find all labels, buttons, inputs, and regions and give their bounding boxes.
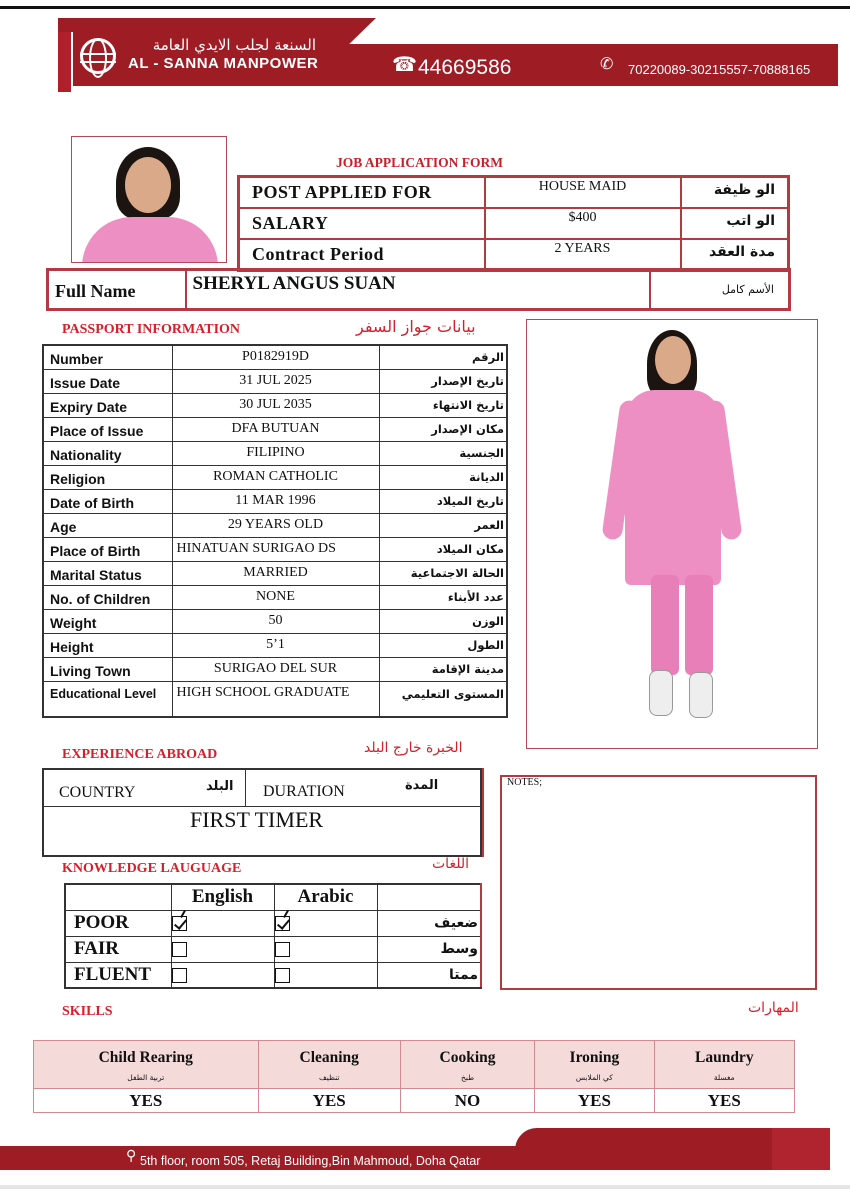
passport-field-value: DFA BUTUAN [172,417,379,441]
passport-field-label: Place of Issue [43,417,172,441]
language-row [65,910,481,936]
full-name-value: SHERYL ANGUS SUAN [186,270,650,310]
passport-row [43,633,507,657]
full-name-row [48,270,790,310]
passport-field-value: HIGH SCHOOL GRADUATE [172,681,379,717]
salary-label-arabic: الو اتب [681,208,789,239]
passport-field-label-arabic: تاريخ الإصدار [379,369,507,393]
post-table [237,175,790,272]
english-checkbox-cell [171,962,274,988]
language-table [64,883,482,989]
passport-field-label-arabic: مكان الإصدار [379,417,507,441]
header-accent [58,32,73,92]
full-body-left-leg [651,575,679,675]
experience-right-rule [482,768,484,857]
language-level-label-arabic: ممتا [377,962,481,988]
passport-field-label-arabic: مكان الميلاد [379,537,507,561]
passport-field-label: Weight [43,609,172,633]
passport-field-label-arabic: العمر [379,513,507,537]
passport-field-value: P0182919D [172,345,379,369]
passport-field-label: Expiry Date [43,393,172,417]
skill-name-arabic: كي الملابس [575,1073,613,1082]
skill-name-arabic: تنظيف [318,1073,340,1082]
salary-row [239,208,789,239]
passport-section-title: PASSPORT INFORMATION [62,322,241,337]
full-body-right-shoe [689,672,713,718]
skill-name: Cleaning [299,1049,359,1066]
location-pin-icon: ⚲ [126,1148,137,1164]
passport-row [43,585,507,609]
passport-field-label: Number [43,345,172,369]
skill-header-cell [34,1041,259,1089]
passport-field-label: Age [43,513,172,537]
skill-name: Child Rearing [98,1049,193,1066]
skill-header-cell [400,1041,534,1089]
full-body-photo [526,319,818,749]
skill-name-arabic: طبخ [461,1073,475,1082]
passport-row [43,537,507,561]
passport-table [42,344,508,718]
passport-row [43,393,507,417]
language-level-label-arabic: وسط [377,936,481,962]
english-checkbox[interactable] [172,942,187,957]
portrait-torso [82,217,218,263]
passport-field-label: Nationality [43,441,172,465]
footer-address: 5th floor, room 505, Retaj Building,Bin Mahmoud, Doha Qatar [140,1154,481,1168]
full-name-label-arabic: الأسم كامل [650,270,790,310]
arabic-checkbox[interactable] [275,942,290,957]
portrait-face [125,157,171,213]
telephone-icon: ☎ [392,52,417,76]
passport-field-label-arabic: الوزن [379,609,507,633]
language-row [65,962,481,988]
contract-label-arabic: مدة العقد [681,239,789,271]
contract-row [239,239,789,271]
contract-label: Contract Period [239,239,485,271]
passport-row [43,369,507,393]
skill-value: YES [654,1089,794,1113]
skill-value: YES [535,1089,654,1113]
language-section-title: KNOWLEDGE LAUGUAGE [62,861,242,876]
passport-field-label: Educational Level [43,681,172,717]
passport-field-value: 5’1 [172,633,379,657]
experience-section-title-arabic: الخبرة خارج البلد [364,740,463,756]
passport-field-value: ROMAN CATHOLIC [172,465,379,489]
passport-field-label-arabic: الطول [379,633,507,657]
passport-field-label-arabic: الرقم [379,345,507,369]
skill-value: YES [34,1089,259,1113]
passport-field-value: 29 YEARS OLD [172,513,379,537]
country-label: COUNTRY [59,784,136,801]
passport-field-value: 30 JUL 2035 [172,393,379,417]
full-body-right-leg [685,575,713,675]
language-header-arabic: Arabic [274,884,377,910]
experience-column-divider [245,770,246,806]
passport-row [43,441,507,465]
company-name-arabic: السنعة لجلب الايدي العامة [152,36,316,54]
skill-header-cell [654,1041,794,1089]
skills-value-row [34,1089,795,1113]
skill-header-cell [535,1041,654,1089]
passport-field-label: Issue Date [43,369,172,393]
passport-row [43,513,507,537]
passport-field-label-arabic: الديانة [379,465,507,489]
skill-name: Ironing [569,1049,620,1066]
passport-row [43,561,507,585]
arabic-checkbox[interactable] [275,916,290,931]
passport-field-value: HINATUAN SURIGAO DS [172,537,379,561]
language-level-label-arabic: ضعيف [377,910,481,936]
skill-name-arabic: مغسلة [713,1073,735,1082]
passport-field-value: SURIGAO DEL SUR [172,657,379,681]
english-checkbox[interactable] [172,968,187,983]
passport-field-label-arabic: تاريخ الميلاد [379,489,507,513]
skill-value: YES [258,1089,400,1113]
passport-field-label: Living Town [43,657,172,681]
notes-box [500,775,817,990]
portrait-photo [71,136,227,263]
english-checkbox-cell [171,910,274,936]
experience-value: FIRST TIMER [190,807,324,832]
passport-row [43,657,507,681]
full-name-label: Full Name [48,270,186,310]
mobile-phone-icon: ✆ [600,54,614,73]
passport-field-label: Height [43,633,172,657]
passport-row [43,609,507,633]
bottom-rule [0,1185,850,1189]
passport-field-label-arabic: تاريخ الانتهاء [379,393,507,417]
skill-name-arabic: تربية الطفل [127,1073,165,1082]
duration-label-arabic: المدة [405,778,439,793]
passport-field-label-arabic: عدد الأبناء [379,585,507,609]
passport-row [43,681,507,717]
post-row [239,177,789,209]
skills-section-title: SKILLS [62,1004,113,1019]
salary-value: $400 [485,208,681,239]
contract-value: 2 YEARS [485,239,681,271]
passport-row [43,345,507,369]
passport-row [43,465,507,489]
skill-name: Cooking [439,1049,496,1066]
skill-header-cell [258,1041,400,1089]
phone-number: 44669586 [418,56,512,79]
top-rule [0,6,850,9]
arabic-checkbox-cell [274,962,377,988]
language-header-row [65,884,481,910]
passport-field-label: Place of Birth [43,537,172,561]
full-body-left-shoe [649,670,673,716]
full-body-face [655,336,691,384]
company-name: AL - SANNA MANPOWER [128,55,319,72]
language-header-english: English [171,884,274,910]
duration-label: DURATION [263,783,345,800]
form-title: JOB APPLICATION FORM [336,155,504,170]
english-checkbox[interactable] [172,916,187,931]
english-checkbox-cell [171,936,274,962]
arabic-checkbox-cell [274,910,377,936]
passport-field-label: Date of Birth [43,489,172,513]
passport-field-value: MARRIED [172,561,379,585]
language-row [65,936,481,962]
full-name-table [46,268,791,311]
language-header-blank [65,884,171,910]
globe-logo-icon [80,38,116,74]
passport-row [43,489,507,513]
mobile-numbers: 70220089-30215557-70888165 [628,62,811,77]
language-section-title-arabic: اللغات [432,856,469,872]
passport-field-value: FILIPINO [172,441,379,465]
passport-field-label: Religion [43,465,172,489]
language-level-label: POOR [65,910,171,936]
passport-row [43,417,507,441]
arabic-checkbox[interactable] [275,968,290,983]
skill-name: Laundry [694,1049,754,1066]
passport-field-label-arabic: المستوى التعليمي [379,681,507,717]
passport-field-label: Marital Status [43,561,172,585]
passport-field-label-arabic: الجنسية [379,441,507,465]
passport-field-value: 50 [172,609,379,633]
passport-section-title-arabic: بيانات جواز السفر [356,317,476,336]
skills-section-title-arabic: المهارات [748,1000,799,1016]
passport-field-label-arabic: الحالة الاجتماعية [379,561,507,585]
post-value: HOUSE MAID [485,177,681,209]
experience-section-title: EXPERIENCE ABROAD [62,747,218,762]
arabic-checkbox-cell [274,936,377,962]
post-label-arabic: الو ظيفة [681,177,789,209]
passport-field-value: 11 MAR 1996 [172,489,379,513]
skill-value: NO [400,1089,534,1113]
language-level-label: FLUENT [65,962,171,988]
passport-field-value: 31 JUL 2025 [172,369,379,393]
passport-field-value: NONE [172,585,379,609]
footer-accent-end [772,1128,830,1170]
skills-header-row [34,1041,795,1089]
language-level-label: FAIR [65,936,171,962]
post-label: POST APPLIED FOR [239,177,485,209]
passport-field-label: No. of Children [43,585,172,609]
country-label-arabic: البلد [206,779,234,794]
salary-label: SALARY [239,208,485,239]
skills-table [33,1040,795,1113]
passport-field-label-arabic: مدينة الإقامة [379,657,507,681]
notes-label: NOTES; [507,777,542,788]
language-header-blank-right [377,884,481,910]
